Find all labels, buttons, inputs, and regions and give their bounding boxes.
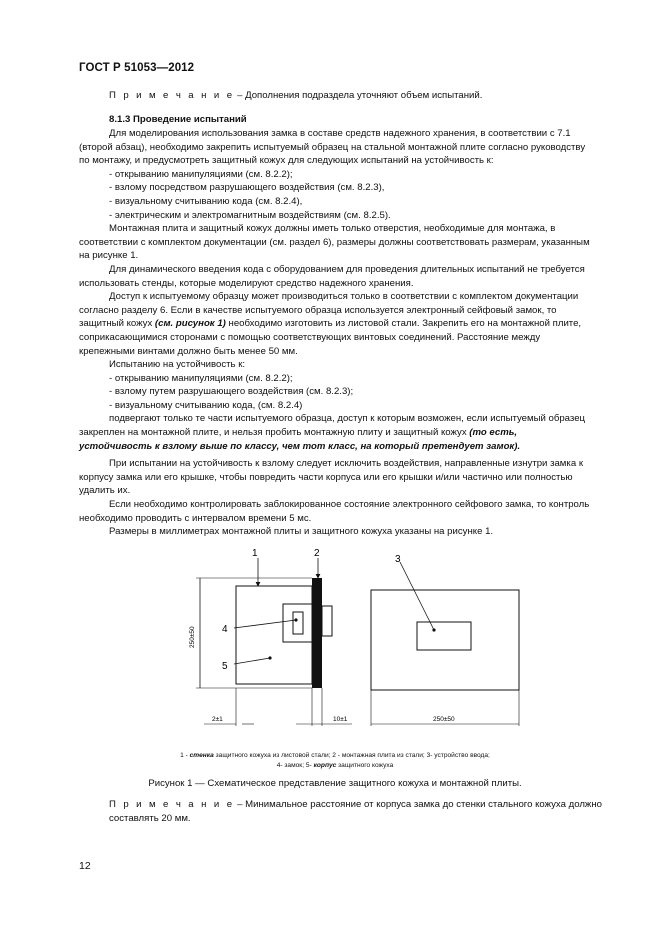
paragraph-4-text: Доступ к испытуемому образцу может производиться только в соответствии с комплектом документации согласно разделу 6. Если в качестве испытуемого образца используется электронный сейфовый замок, то защитный кожух <box>79 291 579 330</box>
note-label: П р и м е ч а н и е <box>109 90 235 101</box>
paragraph-6-text: подвергают только те части испытуемого образца, доступ к которым возможен, если испытуемый образец закреплен на монтажной плите, и нельзя пробить монтажную плиту и защитный кожух <box>79 413 586 439</box>
figure-legend <box>79 751 591 771</box>
paragraph-7 <box>79 457 591 498</box>
figure-1-diagram <box>0 540 661 740</box>
paragraph-5-text: Испытанию на устойчивость к: <box>109 359 246 371</box>
input-device <box>417 622 471 650</box>
paragraph-8-text: Если необходимо контролировать заблокированное состояние электронного сейфового замка, то контроль необходимо проводить с интервалом времени 5 мс. <box>79 499 590 524</box>
paragraph-3-text: Для динамического введения кода с оборудованием для проведения длительных испытаний не требуется использовать стенды, которые моделируют средство надежного хранения. <box>79 263 585 289</box>
leader-4-dot <box>294 618 297 621</box>
legend-emphasis: корпус <box>313 762 337 769</box>
figure-caption: Рисунок 1 — Схематическое представление защитного кожуха и монтажной плиты. <box>148 778 522 789</box>
lock-inner <box>293 612 303 634</box>
figure-reference: (см. рисунок 1) <box>154 318 226 330</box>
legend-emphasis: стенка <box>189 752 214 759</box>
label-4: 4 <box>222 624 228 635</box>
plate-front-view <box>371 590 519 690</box>
paragraph-5 <box>79 358 591 372</box>
paragraph-7-text: При испытании на устойчивость к взлому следует исключить воздействия, направленные изнутри замка к корпусу замка или его крышке, чтобы повредить части корпуса или его крышки и/или частично или полностью удалить их. <box>79 458 584 497</box>
leader-4 <box>234 620 296 628</box>
note-label: П р и м е ч а н и е <box>109 799 235 810</box>
paragraph-9 <box>79 525 591 539</box>
note-text: – Минимальное расстояние от корпуса замка до стенки стального кожуха должно составлять 20 мм. <box>109 799 602 824</box>
paragraph-2-text: Монтажная плита и защитный кожух должны иметь только отверстия, необходимые для монтажа, в соответствии с комплектом документации (см. раздел 6), размеры должны соответствовать размерам, указанным на рисунке 1. <box>79 223 590 262</box>
list-item: - визуальному считыванию кода, (см. 8.2.4) <box>109 399 303 411</box>
list-item: - взлому посредством разрушающего воздействия (см. 8.2.3), <box>109 182 385 194</box>
paragraph-1 <box>79 127 591 168</box>
paragraph-6-emphasis: (то есть, устойчивость к взлому выше по классу, чем тот класс, на который претендует замок). <box>79 427 521 452</box>
paragraph-9-text: Размеры в миллиметрах монтажной плиты и защитного кожуха указаны на рисунке 1. <box>109 526 494 538</box>
legend-text: 1 - <box>180 752 190 759</box>
paragraph-8 <box>79 498 591 525</box>
legend-line-2 <box>79 761 591 771</box>
paragraph-1-text: Для моделирования использования замка в составе средств надежного хранения, в соответствии с 7.1 (второй абзац), необходимо закрепить испытуемый образец на стальной монтажной плите согласно руководству по монтажу, и предусмотреть защитный кожух для следующих испытаний на устойчивость к: <box>79 128 586 167</box>
dim-gap: 2±1 <box>212 716 223 723</box>
paragraph-6 <box>79 412 591 453</box>
list-item: - электрическим и электромагнитным воздействиям (см. 8.2.5). <box>109 209 391 221</box>
paragraph-3 <box>79 263 591 290</box>
list-item: - визуальному считыванию кода (см. 8.2.4), <box>109 195 303 207</box>
label-3: 3 <box>395 554 401 565</box>
leader-3-dot <box>432 628 435 631</box>
legend-text: защитного кожуха из листовой стали; 2 - монтажная плита из стали; 3- устройство ввода; <box>213 752 490 759</box>
note-1 <box>79 89 621 103</box>
section-heading: 8.1.3 Проведение испытаний <box>109 114 247 125</box>
label-1: 1 <box>252 548 258 559</box>
dim-width: 250±50 <box>433 716 455 723</box>
note-2 <box>79 798 621 825</box>
document-header: ГОСТ Р 51053—2012 <box>79 62 195 74</box>
paragraph-4 <box>79 290 591 358</box>
note-text: – Дополнения подраздела уточняют объем испытаний. <box>234 90 483 101</box>
paragraph-2 <box>79 222 591 263</box>
dim-thickness: 10±1 <box>333 716 348 723</box>
leader-3 <box>400 562 434 630</box>
leader-5 <box>234 658 270 664</box>
lock-protrusion <box>322 606 332 636</box>
mounting-plate <box>312 578 322 688</box>
list-item: - взлому путем разрушающего воздействия (см. 8.2.3); <box>109 386 354 398</box>
lock-body <box>283 604 312 642</box>
body-text <box>79 127 591 539</box>
page-number: 12 <box>79 860 91 872</box>
list-item: - открыванию манипуляциями (см. 8.2.2); <box>109 168 293 180</box>
paragraph-4-text-end: необходимо изготовить из листовой стали. Закрепить его на монтажной плите, соприкасающимися сторонами с помощью соответствующих винтовых соединений. Расстояние между крепежными винтами должно быть менее 50 мм. <box>79 318 582 357</box>
label-5: 5 <box>222 661 228 672</box>
legend-text: защитного кожуха <box>336 762 394 769</box>
housing-body <box>236 586 312 684</box>
legend-line-1 <box>79 751 591 761</box>
leader-5-dot <box>268 656 271 659</box>
label-2: 2 <box>314 548 320 559</box>
legend-text: 4- замок; 5- <box>276 762 314 769</box>
list-item: - открыванию манипуляциями (см. 8.2.2); <box>109 372 293 384</box>
dim-height: 250±50 <box>189 626 196 648</box>
